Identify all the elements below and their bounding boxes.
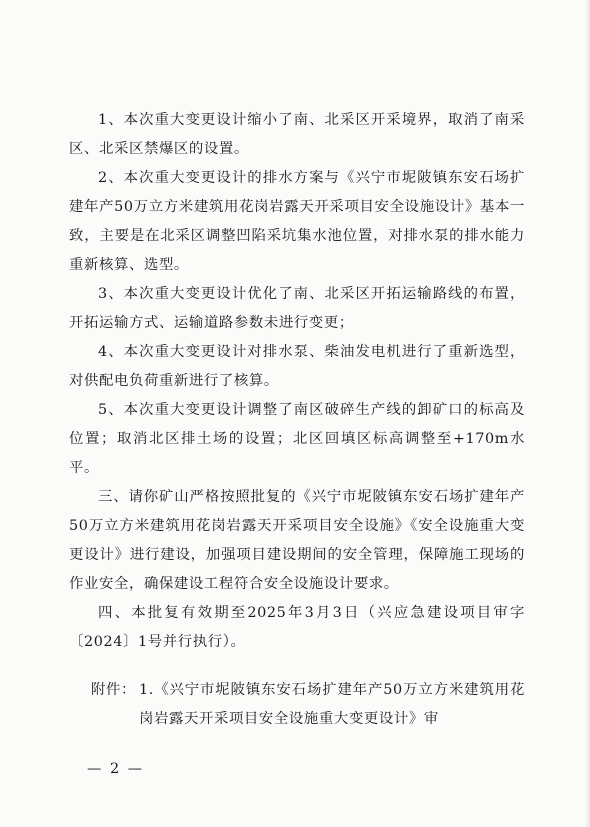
paragraph-item-4: 4、本次重大变更设计对排水泵、柴油发电机进行了重新选型，对供配电负荷重新进行了核算。 [69,344,525,389]
paragraph-section-three: 三、请你矿山严格按照批复的《兴宁市坭陂镇东安石场扩建年产50万立方米建筑用花岗岩露天开采项目安全设施》《安全设施重大变更设计》进行建设，加强项目建设期间的安全管理，保障施工现场的作业安全，确保建设工程符合安全设施设计要求。 [69,489,525,592]
attachment-label: 附件： [91,682,136,698]
paragraph-item-1: 1、本次重大变更设计缩小了南、北采区开采境界，取消了南采区、北采区禁爆区的设置。 [69,112,525,157]
paragraph-section-four: 四、本批复有效期至2025年3月3日（兴应急建设项目审字〔2024〕1号并行执行）。 [69,605,525,650]
paragraph-item-5: 5、本次重大变更设计调整了南区破碎生产线的卸矿口的标高及位置；取消北区排土场的设置；北区回填区标高调整至+170m水平。 [69,402,525,476]
page-edge-shadow [586,0,590,827]
paragraph-item-3: 3、本次重大变更设计优化了南、北采区开拓运输路线的布置，开拓运输方式、运输道路参数未进行变更； [69,286,525,331]
paragraph-item-2: 2、本次重大变更设计的排水方案与《兴宁市坭陂镇东安石场扩建年产50万立方米建筑用花岗岩露天开采项目安全设施设计》基本一致，主要是在北采区调整凹陷采坑集水池位置，对排水泵的排水能力重新核算、选型。 [69,170,525,273]
attachment-text: 1.《兴宁市坭陂镇东安石场扩建年产50万立方米建筑用花岗岩露天开采项目安全设施重大变更设计》审 [139,682,525,727]
page-number: — 2 — [87,761,145,777]
